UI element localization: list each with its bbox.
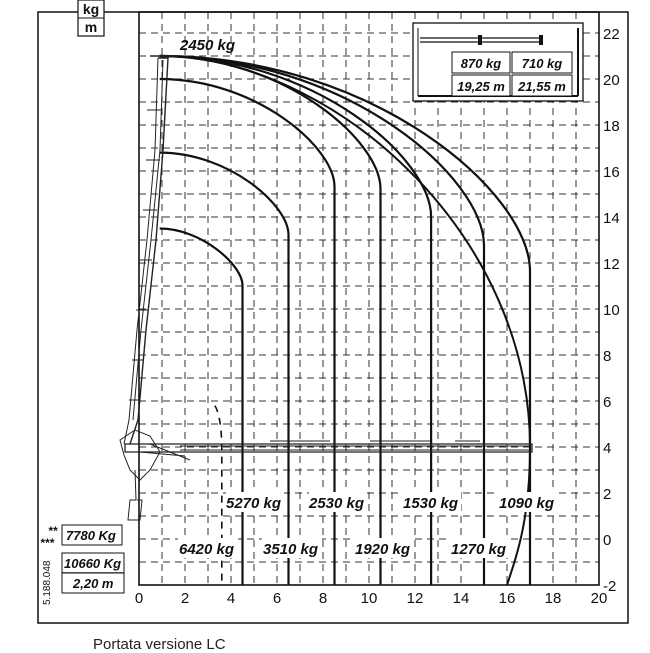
extension-load-2: 710 kg [521,56,563,71]
x-tick-label: 12 [406,590,424,607]
y-tick-labels [603,26,620,595]
y-tick-label: 0 [603,532,612,549]
x-tick-label: 8 [318,590,328,607]
y-tick-label: 8 [603,348,612,365]
load-curve [160,56,431,585]
load-label-1270: 1270 kg [451,541,507,558]
capacity-value-b: 10660 Kg [64,556,122,571]
y-tick-label: -2 [603,578,617,595]
extension-reach-1: 19,25 m [457,79,505,94]
y-tick-label: 2 [603,486,612,503]
x-tick-label: 18 [544,590,562,607]
mark-triple-star: *** [40,536,55,550]
extension-reach-2: 21,55 m [518,79,566,94]
x-tick-label: 20 [590,590,608,607]
x-tick-label: 6 [272,590,282,607]
outer-frame [38,12,628,623]
capacity-reach: 2,20 m [73,576,114,591]
max-height-load-label: 2450 kg [180,37,236,54]
load-label-3510: 3510 kg [263,541,319,558]
load-label-6420: 6420 kg [179,541,235,558]
unit-kg: kg [82,1,100,17]
x-tick-label: 4 [226,590,236,607]
y-tick-label: 4 [603,440,612,457]
y-tick-label: 20 [603,72,620,89]
x-tick-label: 2 [180,590,190,607]
load-curve [215,406,222,585]
load-curve [160,229,243,586]
load-label-2530: 2530 kg [309,495,365,512]
extension-table [413,23,583,101]
x-tick-label: 10 [360,590,378,607]
x-tick-labels [135,590,608,607]
unit-m: m [84,19,98,35]
load-label-1530: 1530 kg [403,495,459,512]
y-tick-label: 22 [603,26,620,43]
y-tick-label: 12 [603,256,620,273]
units-box [78,0,104,36]
extension-load-1: 870 kg [460,56,502,71]
y-tick-label: 14 [603,210,620,227]
x-tick-label: 14 [452,590,470,607]
capacity-value-a: 7780 Kg [66,528,116,543]
y-tick-label: 18 [603,118,620,135]
load-label-5270: 5270 kg [226,495,282,512]
x-tick-label: 0 [134,590,144,607]
mark-double-star: ** [48,524,58,538]
y-tick-label: 10 [603,302,620,319]
crane-boom-drawing [120,56,532,520]
x-tick-label: 16 [498,590,516,607]
load-label-1090: 1090 kg [499,495,555,512]
y-tick-label: 6 [603,394,612,411]
load-labels [178,37,556,558]
footer-caption: Portata versione LC [93,636,226,653]
side-code: 5.188.048 [42,560,53,605]
y-tick-label: 16 [603,164,620,181]
load-label-1920: 1920 kg [355,541,411,558]
